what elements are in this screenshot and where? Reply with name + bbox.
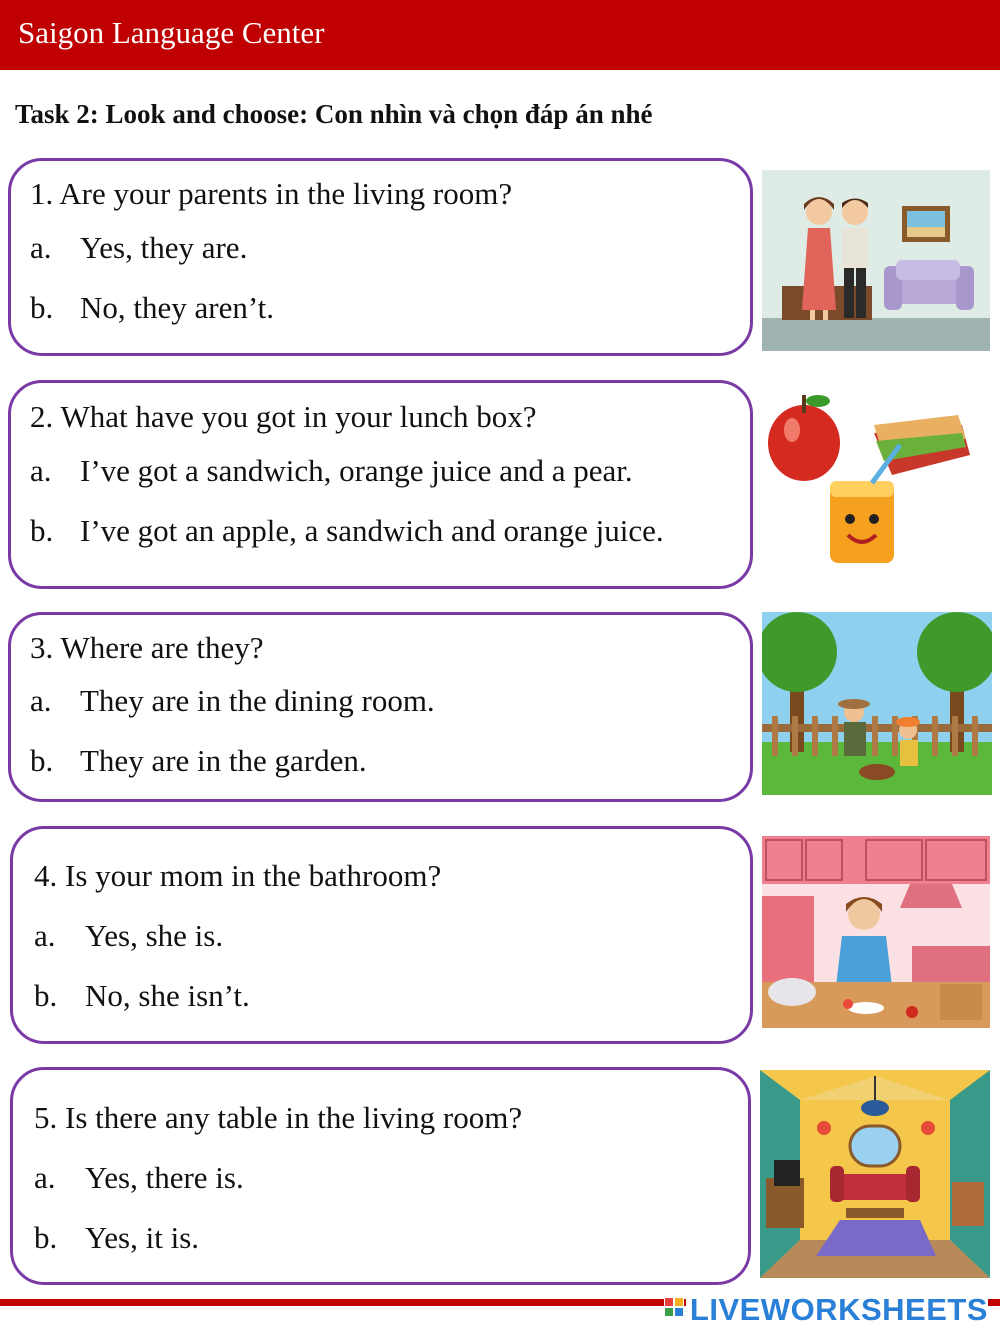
option-2a[interactable]: I’ve got a sandwich, orange juice and a pear. xyxy=(80,453,633,488)
mom-kitchen-picture xyxy=(762,836,990,1028)
brand-mark-icon xyxy=(664,1296,684,1324)
parents-living-room-picture xyxy=(762,170,990,351)
option-4a-letter: a. xyxy=(34,918,56,953)
header-bar xyxy=(0,0,1000,70)
option-2a-letter: a. xyxy=(30,453,52,488)
apple-sandwich-juice-picture xyxy=(762,385,977,570)
option-3b[interactable]: They are in the garden. xyxy=(80,743,367,778)
option-1b-letter: b. xyxy=(30,290,54,325)
option-5a-letter: a. xyxy=(34,1160,56,1195)
option-4b[interactable]: No, she isn’t. xyxy=(85,978,250,1013)
option-3b-letter: b. xyxy=(30,743,54,778)
option-1b[interactable]: No, they aren’t. xyxy=(80,290,274,325)
living-room-picture xyxy=(760,1070,990,1278)
garden-picture xyxy=(762,612,992,795)
header-title: Saigon Language Center xyxy=(18,15,325,50)
brand-logo[interactable] xyxy=(664,1292,988,1328)
option-4b-letter: b. xyxy=(34,978,58,1013)
option-5b[interactable]: Yes, it is. xyxy=(85,1220,200,1255)
option-3a[interactable]: They are in the dining room. xyxy=(80,683,435,718)
question-1-text: 1. Are your parents in the living room? xyxy=(30,176,513,211)
option-2b[interactable]: I’ve got an apple, a sandwich and orange juice. xyxy=(80,513,664,548)
question-5-text: 5. Is there any table in the living room? xyxy=(34,1100,523,1135)
question-3-text: 3. Where are they? xyxy=(30,630,264,665)
brand-text: LIVEWORKSHEETS xyxy=(686,1292,988,1328)
option-3a-letter: a. xyxy=(30,683,52,718)
option-1a-letter: a. xyxy=(30,230,52,265)
option-5a[interactable]: Yes, there is. xyxy=(85,1160,244,1195)
option-1a[interactable]: Yes, they are. xyxy=(80,230,248,265)
option-2b-letter: b. xyxy=(30,513,54,548)
task-title: Task 2: Look and choose: Con nhìn và chọn đáp án nhé xyxy=(15,99,653,129)
question-4-text: 4. Is your mom in the bathroom? xyxy=(34,858,442,893)
question-2-text: 2. What have you got in your lunch box? xyxy=(30,399,537,434)
option-5b-letter: b. xyxy=(34,1220,58,1255)
option-4a[interactable]: Yes, she is. xyxy=(85,918,224,953)
